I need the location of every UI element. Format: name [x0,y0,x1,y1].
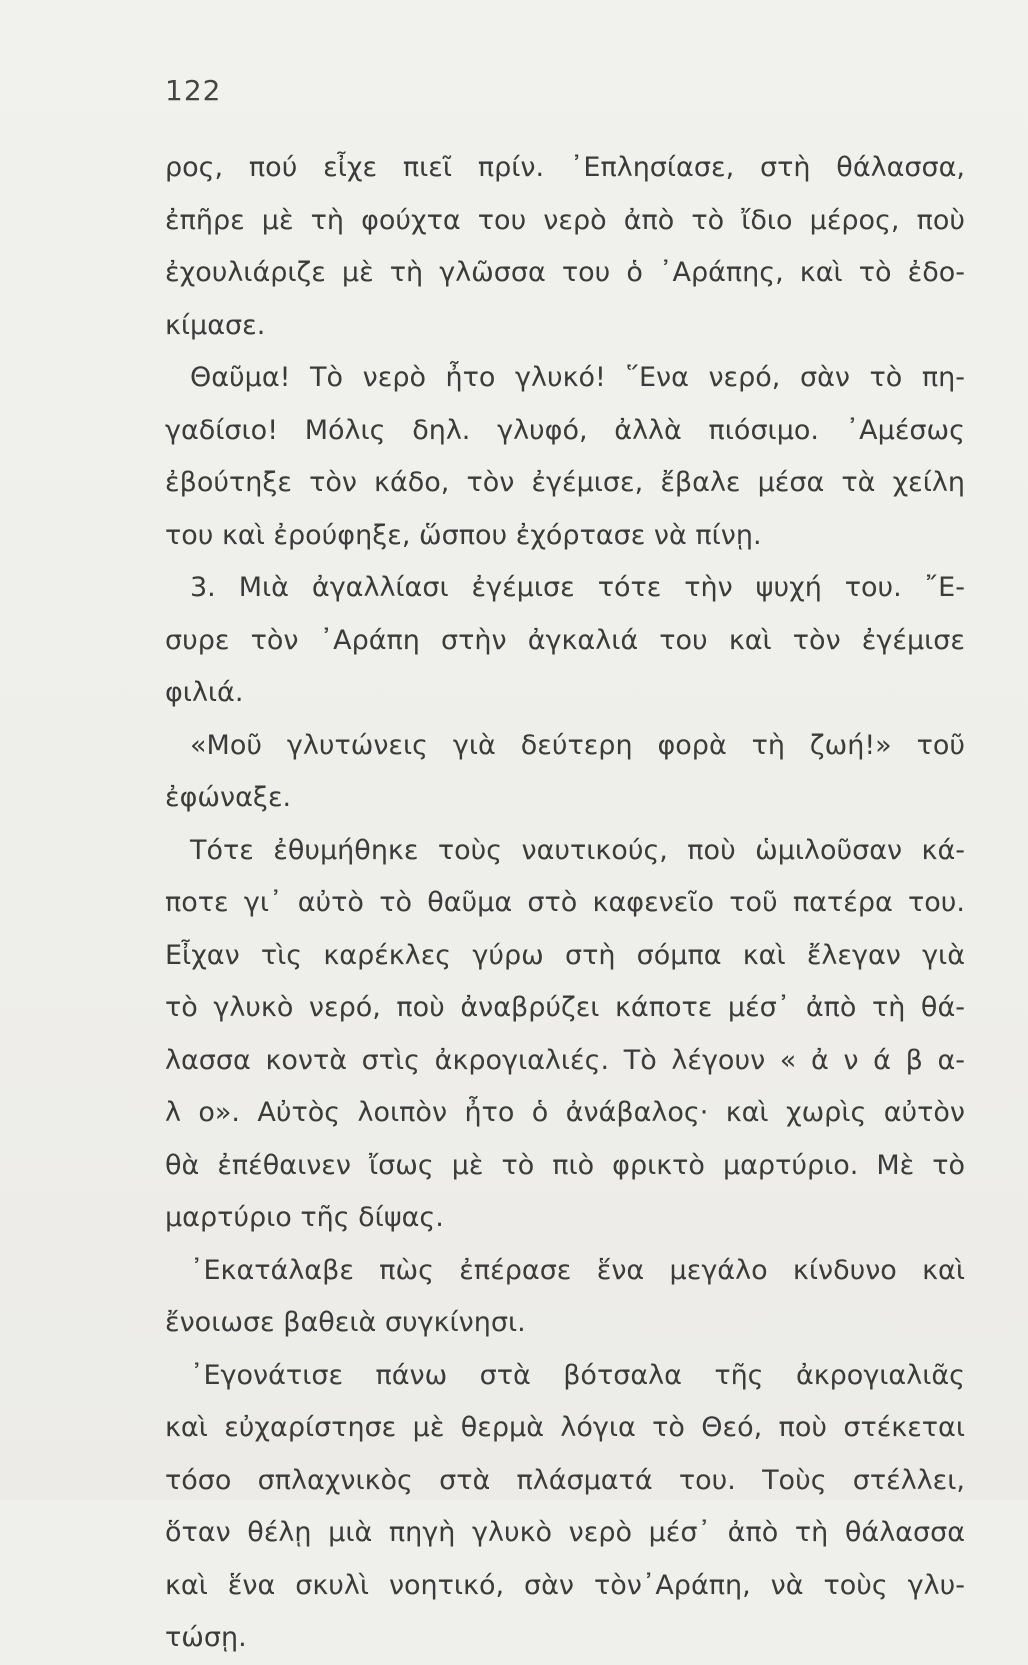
text-line: μαρτύριο τῆς δίψας. [165,1202,444,1233]
text-line: Θαῦμα! Τὸ νερὸ ἦτο γλυκό! ῞Ενα νερό, σὰν τὸ πη- [190,362,965,393]
text-line: ποτε γι᾽ αὐτὸ τὸ θαῦμα στὸ καφενεῖο τοῦ πατέρα του. [165,887,965,918]
text-line: λασσα κοντὰ στὶς ἀκρογιαλιές. Τὸ λέγουν « ἀ ν ά β α- [165,1044,965,1076]
text-line: τὸ γλυκὸ νερό, ποὺ ἀναβρύζει κάποτε μέσ᾽ ἀπὸ τὴ θά- [165,992,965,1023]
body-text [165,142,965,1665]
text-line: «Μοῦ γλυτώνεις γιὰ δεύτερη φορὰ τὴ ζωή!» τοῦ [190,729,965,761]
text-line: φιλιά. [165,677,244,708]
text-line: ὅταν θέλῃ μιὰ πηγὴ γλυκὸ νερὸ μέσ᾽ ἀπὸ τὴ θάλασσα [165,1517,965,1548]
text-line: ἔνοιωσε βαθειὰ συγκίνησι. [165,1307,526,1338]
text-line: τόσο σπλαχνικὸς στὰ πλάσματά του. Τοὺς στέλλει, [165,1464,965,1496]
text-line: 3. Μιὰ ἀγαλλίασι ἐγέμισε τότε τὴν ψυχή του. ῎Ε- [190,572,965,603]
text-line: ἐπῆρε μὲ τὴ φούχτα του νερὸ ἀπὸ τὸ ἴδιο μέρος, ποὺ [165,204,965,236]
text-line: ᾽Εγονάτισε πάνω στὰ βότσαλα τῆς ἀκρογιαλιᾶς [190,1359,965,1391]
text-line: ἐφώναξε. [165,782,292,813]
text-line: λ ο». Αὐτὸς λοιπὸν ἦτο ὁ ἀνάβαλος· καὶ χωρὶς αὐτὸν [165,1097,965,1128]
text-line: ᾽Εκατάλαβε πὼς ἐπέρασε ἕνα μεγάλο κίνδυνο καὶ [190,1254,965,1286]
text-line: κίμασε. [165,309,266,341]
text-line: γαδίσιο! Μόλις δηλ. γλυφό, ἀλλὰ πιόσιμο. ᾽Αμέσως [165,414,965,446]
text-line: Τότε ἐθυμήθηκε τοὺς ναυτικούς, ποὺ ὡμιλοῦσαν κά- [190,834,965,866]
text-line: του καὶ ἐρούφηξε, ὥσπου ἐχόρτασε νὰ πίνῃ. [165,519,762,551]
text-line: τώσῃ. [165,1622,247,1653]
page-number: 122 [165,74,222,107]
text-line: καὶ ἕνα σκυλὶ νοητικό, σὰν τὸν᾽Αράπη, νὰ τοὺς γλυ- [165,1569,965,1601]
text-line: θὰ ἐπέθαινεν ἴσως μὲ τὸ πιὸ φρικτὸ μαρτύριο. Μὲ τὸ [165,1149,965,1181]
text-line: καὶ εὐχαρίστησε μὲ θερμὰ λόγια τὸ Θεό, ποὺ στέκεται [165,1412,965,1443]
text-line: ἐβούτηξε τὸν κάδο, τὸν ἐγέμισε, ἔβαλε μέσα τὰ χείλη [165,467,965,498]
text-line: ἐχουλιάριζε μὲ τὴ γλῶσσα του ὁ ᾽Αράπης, καὶ τὸ ἐδο- [165,257,965,288]
text-line: συρε τὸν ᾽Αράπη στὴν ἀγκαλιά του καὶ τὸν ἐγέμισε [165,624,965,656]
text-line: ρος, πού εἶχε πιεῖ πρίν. ᾽Επλησίασε, στὴ θάλασσα, [165,152,965,183]
text-line: Εἶχαν τὶς καρέκλες γύρω στὴ σόμπα καὶ ἔλεγαν γιὰ [165,939,965,971]
